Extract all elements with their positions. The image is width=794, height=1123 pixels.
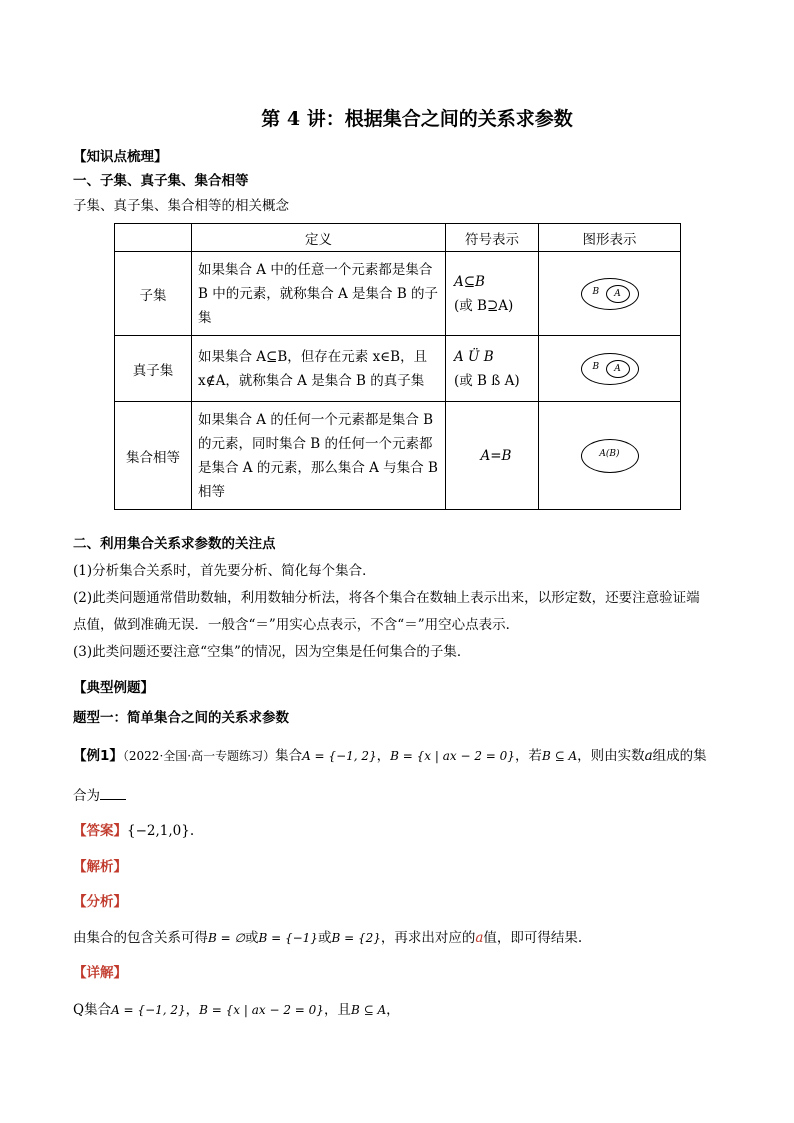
intro-text: 子集、真子集、集合相等的相关概念 [73, 198, 289, 214]
table-header: 定义 [192, 224, 446, 252]
symbol-main: A=B [480, 447, 512, 464]
table-header [115, 224, 192, 252]
example-text: 集合 [275, 748, 303, 764]
fenxi-label: 【分析】 [73, 894, 127, 910]
detail-part: 集合 [84, 1002, 112, 1018]
fenxi-part: 值，即可得结果. [483, 930, 583, 946]
section-examples-heading: 【典型例题】 [73, 680, 154, 696]
concept-definition: 如果集合 A⊆B，但存在元素 x∈B，且 x∉A，就称集合 A 是集合 B 的真子集 [192, 336, 446, 402]
page-title: 第 4 讲：根据集合之间的关系求参数 [261, 108, 573, 130]
answer-label: 【答案】 [73, 823, 127, 839]
detail-set-a: A = {−1, 2} [111, 1003, 186, 1017]
table-row [115, 336, 681, 402]
type-1-heading: 题型一：简单集合之间的关系求参数 [73, 710, 289, 726]
venn-inner-set: A [606, 285, 630, 303]
table-header: 图形表示 [539, 224, 681, 252]
detail-set-b: B = {x | ax − 2 = 0} [199, 1003, 324, 1017]
case-minus-one: B = {−1} [258, 931, 318, 945]
symbol-main: A⊆B [454, 273, 485, 290]
heading-focus-points: 二、利用集合关系求参数的关注点 [73, 536, 276, 552]
detail-label: 【详解】 [73, 965, 127, 981]
fenxi-part: 由集合的包含关系可得 [73, 930, 208, 946]
point-3: (3)此类问题还要注意“空集”的情况，因为空集是任何集合的子集． [73, 644, 471, 660]
set-a-formula: A = {−1, 2} [302, 749, 377, 763]
separator: ， [376, 748, 391, 764]
answer-line [73, 821, 194, 841]
case-empty: B = ∅ [208, 931, 245, 945]
concept-name: 集合相等 [115, 402, 192, 510]
venn-subset-icon [581, 278, 639, 310]
detail-part: ， [185, 1002, 200, 1018]
concept-definition: 如果集合 A 中的任意一个元素都是集合 B 中的元素，就称集合 A 是集合 B 的子集 [192, 252, 446, 336]
example-tag: 【例1】 [73, 748, 123, 764]
concept-symbol [446, 336, 539, 402]
symbol-alt: (或 B ß A) [454, 372, 520, 389]
fenxi-variable: a [475, 930, 484, 946]
example-1-line-1 [73, 746, 707, 766]
concept-symbol [446, 252, 539, 336]
detail-condition: B ⊆ A [350, 1003, 387, 1017]
venn-inner-set: A [606, 360, 630, 378]
example-text: 合为 [73, 788, 100, 804]
concept-figure [539, 336, 681, 402]
table-header: 符号表示 [446, 224, 539, 252]
concept-figure [539, 252, 681, 336]
table-row [115, 402, 681, 510]
symbol-alt: (或 B⊇A) [454, 297, 514, 314]
example-text: 组成的集 [652, 748, 707, 764]
concept-symbol [446, 402, 539, 510]
venn-equal-icon [581, 439, 639, 473]
venn-outer-label: B [592, 361, 600, 372]
table-row [115, 252, 681, 336]
concept-name: 子集 [115, 252, 192, 336]
venn-outer-label: B [592, 286, 600, 297]
example-text: ，若 [514, 748, 542, 764]
analysis-label: 【解析】 [73, 859, 127, 875]
detail-text [73, 1000, 400, 1020]
point-2-line-1: (2)此类问题通常借助数轴，利用数轴分析法，将各个集合在数轴上表示出来，以形定数，还要注意验证端 [73, 590, 700, 606]
example-source: （2022·全国·高一专题练习） [122, 749, 276, 763]
fenxi-part: ，再求出对应的 [380, 930, 476, 946]
fenxi-part: 或 [244, 930, 259, 946]
therefore-symbol: Q [73, 1002, 85, 1018]
concept-definition: 如果集合 A 的任何一个元素都是集合 B 的元素，同时集合 B 的任何一个元素都是集合 A 的元素，那么集合 A 与集合 B 相等 [192, 402, 446, 510]
condition-formula: B ⊆ A [541, 749, 578, 763]
table-header-row [115, 224, 681, 252]
heading-subsets: 一、子集、真子集、集合相等 [73, 173, 249, 189]
detail-part: ， [386, 1002, 400, 1018]
venn-equal-label: A(B) [599, 448, 620, 459]
concept-name: 真子集 [115, 336, 192, 402]
point-2-line-2: 点值，做到准确无误．一般含“＝”用实心点表示，不含“＝”用空心点表示． [73, 617, 520, 633]
detail-part: ，且 [323, 1002, 351, 1018]
fenxi-text [73, 928, 582, 948]
fenxi-part: 或 [317, 930, 332, 946]
venn-proper-subset-icon [581, 353, 639, 385]
example-1-line-2 [73, 786, 126, 806]
symbol-main: A Ü B [454, 348, 494, 365]
answer-value: {−2,1,0}. [127, 823, 195, 839]
section-knowledge-heading: 【知识点梳理】 [73, 149, 168, 165]
case-two: B = {2} [331, 931, 381, 945]
concept-figure [539, 402, 681, 510]
set-b-formula: B = {x | ax − 2 = 0} [390, 749, 515, 763]
concepts-table [114, 223, 681, 510]
variable-a: a [644, 748, 653, 764]
answer-blank [100, 787, 126, 800]
point-1: (1)分析集合关系时，首先要分析、简化每个集合． [73, 563, 376, 579]
example-text: ，则由实数 [577, 748, 645, 764]
